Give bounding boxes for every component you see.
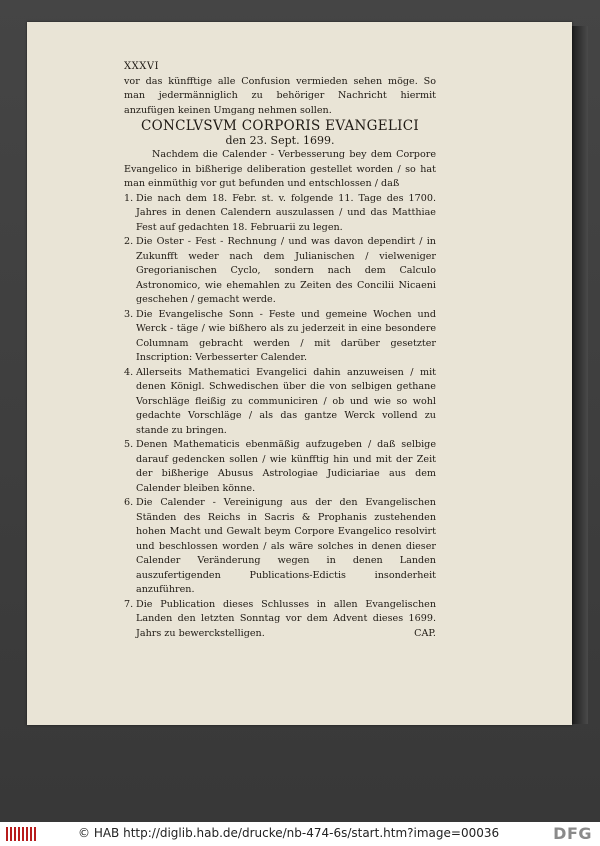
- opening-paragraph: vor das künfftige alle Confusion vermieden sehen möge. So man jedermänniglich zu behöriger Nachricht hiermit anzufügen keinen Umgang nehmen sollen.: [124, 75, 436, 116]
- list-item: [124, 192, 436, 236]
- resolution-list: [124, 192, 436, 642]
- item-text: Die Oster - Fest - Rechnung / und was davon dependirt / in Zukunfft weder nach dem Julianischen / vielweniger Gregorianischen Cyclo, sondern nach dem Calculo Astronomico, wie ehemahlen zu Zeiten des Concilii Nicaeni geschehen / gemacht werde.: [136, 236, 436, 305]
- page-heading: CONCLVSVM CORPORIS EVANGELICI: [140, 118, 420, 134]
- page-edge-shadow: [572, 26, 588, 724]
- dfg-logo: DFG: [553, 824, 592, 843]
- list-item: [124, 308, 436, 366]
- list-item: [124, 496, 436, 598]
- list-item: [124, 235, 436, 308]
- item-number: 6.: [124, 497, 134, 508]
- item-text: Denen Mathematicis ebenmäßig aufzugeben / daß selbige darauf gedencken sollen / wie künfftig hin und mit der Zeit der bißherige Abusus Astrologiae Judiciariae aus dem Calender bleiben könne.: [136, 439, 436, 494]
- page-signature: XXXVI: [124, 61, 160, 72]
- list-item: [124, 438, 436, 496]
- heading-date: den 23. Sept. 1699.: [225, 134, 335, 147]
- item-number: 3.: [124, 308, 134, 320]
- item-number: 5.: [124, 439, 134, 450]
- item-number: 7.: [124, 598, 134, 610]
- source-link[interactable]: © HAB http://diglib.hab.de/drucke/nb-474-6s/start.htm?image=00036: [78, 826, 500, 840]
- intro-paragraph: Nachdem die Calender - Verbesserung bey dem Corpore Evangelico in bißherige deliberation gestellet worden / so hat man einmüthig vor gut befunden und entschlossen / daß: [124, 149, 436, 189]
- page-text-block: [124, 60, 436, 641]
- viewer-footer: [0, 822, 600, 846]
- item-text: Die Evangelische Sonn - Feste und gemeine Wochen und Werck - täge / wie bißhero als zu jederzeit in eine besondere Columnam gebracht werden / mit darüber gesetzter Inscription: Verbesserter Calender.: [136, 308, 436, 363]
- catchword: CAP.: [414, 627, 436, 639]
- item-text: Die Calender - Vereinigung aus der den Evangelischen Ständen des Reichs in Sacris & Prophanis zustehenden hohen Macht und Gewalt beym Corpore Evangelico resolvirt und beschlossen worden / als wäre solches in denen dieser Calender Veränderung wegen in denen Landen auszufertigenden Publications-Edictis insonderheit anzuführen.: [136, 497, 436, 595]
- item-text: Die Publication dieses Schlusses in allen Evangelischen Landen den letzten Sonntag vor dem Advent dieses 1699. Jahrs zu bewerckstelligen.: [136, 598, 436, 639]
- item-text: Allerseits Mathematici Evangelici dahin anzuweisen / mit denen Königl. Schwedischen über die von selbigen gethane Vorschläge fleißig zu communiciren / ob und wie so wohl gedachte Vorschläge / als das gantze Werck vollend zu stande zu bringen.: [136, 366, 436, 436]
- item-number: 2.: [124, 236, 134, 247]
- list-item: [124, 598, 436, 642]
- item-text: Die nach dem 18. Febr. st. v. folgende 11. Tage des 1700. Jahres in denen Calendern auszulassen / und das Matthiae Fest auf gedachten 18. Februarii zu legen.: [136, 192, 436, 233]
- item-number: 1.: [124, 192, 134, 204]
- list-item: [124, 366, 436, 439]
- barcode-icon: [6, 827, 36, 841]
- item-number: 4.: [124, 366, 134, 378]
